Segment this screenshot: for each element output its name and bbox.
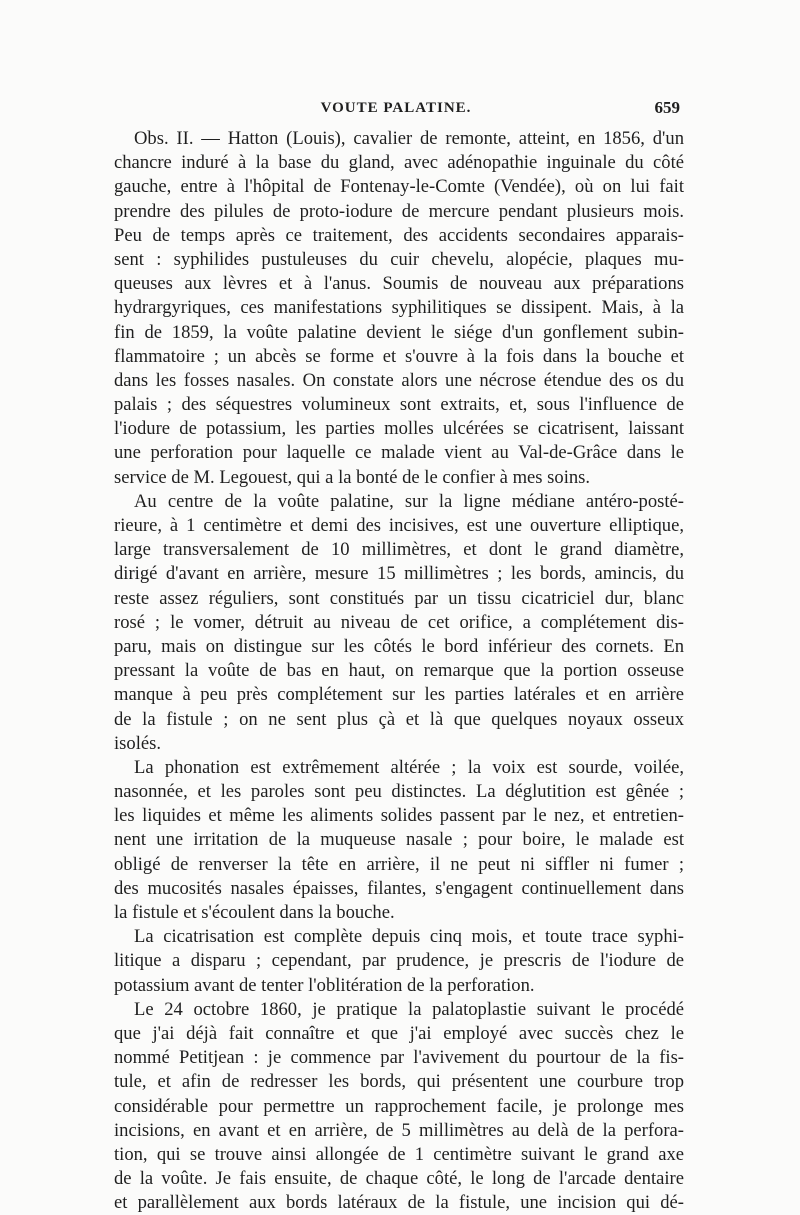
text-line: que j'ai déjà fait connaître et que j'ai employé avec succès chez le [114,1022,684,1044]
text-line: fin de 1859, la voûte palatine devient le siége d'un gonflement subin- [114,321,684,343]
text-line: la fistule et s'écoulent dans la bouche. [114,902,395,923]
text-line: reste assez réguliers, sont constitués par un tissu cicatriciel dur, blanc [114,587,684,609]
text-line: Le 24 octobre 1860, je pratique la palatoplastie suivant le procédé [134,998,684,1020]
text-line: queuses aux lèvres et à l'anus. Soumis de nouveau aux préparations [114,273,684,295]
page-header [112,100,680,124]
text-line: large transversalement de 10 millimètres, et dont le grand diamètre, [114,539,684,561]
text-line: Au centre de la voûte palatine, sur la ligne médiane antéro-posté- [134,490,684,512]
text-line: des mucosités nasales épaisses, filantes, s'engagent continuellement dans [114,877,684,899]
text-line: dirigé d'avant en arrière, mesure 15 millimètres ; les bords, amincis, du [114,563,684,585]
text-line: tule, et afin de redresser les bords, qui présentent une courbure trop [114,1071,684,1093]
text-line: pressant la voûte de bas en haut, on remarque que la portion osseuse [114,660,684,682]
text-line: et parallèlement aux bords latéraux de la fistule, une incision qui dé- [114,1192,684,1214]
text-line: nommé Petitjean : je commence par l'avivement du pourtour de la fis- [114,1047,684,1069]
text-line: isolés. [114,732,162,754]
text-line: tion, qui se trouve ainsi allongée de 1 centimètre suivant le grand axe [114,1143,684,1165]
text-line: litique a disparu ; cependant, par prudence, je prescris de l'iodure de [114,950,684,972]
text-line: une perforation pour laquelle ce malade vient au Val-de-Grâce dans le [114,442,684,464]
body-text [114,127,684,1215]
text-line: rieure, à 1 centimètre et demi des incisives, est une ouverture elliptique, [114,515,684,536]
text-line: hydrargyriques, ces manifestations syphilitiques se dissipent. Mais, à la [114,297,684,319]
text-line: service de M. Legouest, qui a la bonté de le confier à mes soins. [114,466,591,488]
running-title: VOUTE PALATINE. [320,100,472,116]
text-line: flammatoire ; un abcès se forme et s'ouvre à la fois dans la bouche et [114,345,684,367]
text-line: l'iodure de potassium, les parties molles ulcérées se cicatrisent, laissant [114,418,684,440]
text-line: les liquides et même les aliments solides passent par le nez, et entretien- [114,805,684,827]
text-line: Obs. II. — Hatton (Louis), cavalier de remonte, atteint, en 1856, d'un [134,128,684,149]
text-line: nasonnée, et les paroles sont peu distinctes. La déglutition est gênée ; [114,781,684,803]
text-line: considérable pour permettre un rapprochement facile, je prolonge mes [114,1095,684,1117]
text-line: obligé de renverser la tête en arrière, il ne peut ni siffler ni fumer ; [114,853,684,875]
text-line: paru, mais on distingue sur les côtés le bord inférieur des cornets. En [114,635,684,657]
text-line: incisions, en avant et en arrière, de 5 millimètres au delà de la perfora- [114,1119,684,1141]
text-line: potassium avant de tenter l'oblitération de la perforation. [114,974,535,996]
text-line: nent une irritation de la muqueuse nasale ; pour boire, le malade est [114,829,684,851]
text-line: dans les fosses nasales. On constate alors une nécrose étendue des os du [114,369,684,391]
text-line: rosé ; le vomer, détruit au niveau de cet orifice, a complétement dis- [114,611,684,633]
text-line: La phonation est extrêmement altérée ; la voix est sourde, voilée, [134,756,684,778]
text-line: palais ; des séquestres volumineux sont extraits, et, sous l'influence de [114,394,684,416]
text-line: prendre des pilules de proto-iodure de mercure pendant plusieurs mois. [114,200,684,222]
text-line: Peu de temps après ce traitement, des accidents secondaires apparais- [114,224,684,246]
text-line: La cicatrisation est complète depuis cinq mois, et toute trace syphi- [134,926,684,948]
text-line: de la fistule ; on ne sent plus çà et là que quelques noyaux osseux [114,708,684,730]
text-line: chancre induré à la base du gland, avec adénopathie inguinale du côté [114,152,684,174]
text-line: gauche, entre à l'hôpital de Fontenay-le-Comte (Vendée), où on lui fait [114,176,684,198]
text-line: de la voûte. Je fais ensuite, de chaque côté, le long de l'arcade dentaire [114,1168,684,1190]
page-number: 659 [654,98,680,117]
text-line: sent : syphilides pustuleuses du cuir chevelu, alopécie, plaques mu- [114,248,684,270]
text-line: manque à peu près complétement sur les parties latérales et en arrière [114,684,684,706]
